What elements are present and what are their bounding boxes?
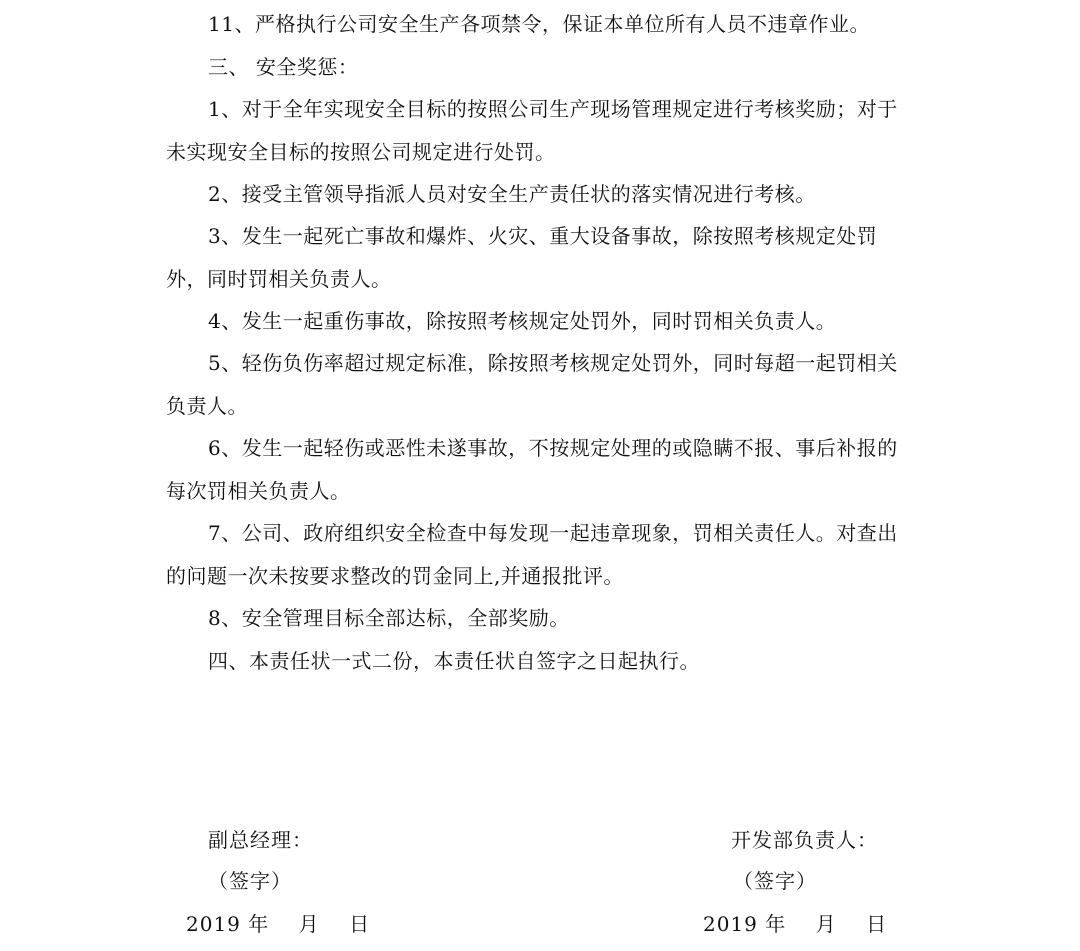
signature-left-sign: （签字） <box>208 869 292 893</box>
paragraph-reward-3: 3、发生一起死亡事故和爆炸、火灾、重大设备事故，除按照考核规定处罚外，同时罚相关负责人。 <box>166 224 878 291</box>
paragraph-section-four: 四、本责任状一式二份，本责任状自签字之日起执行。 <box>208 649 700 673</box>
signature-right-title: 开发部负责人： <box>731 828 878 852</box>
signature-right-sign: （签字） <box>733 869 817 893</box>
paragraph-reward-2: 2、接受主管领导指派人员对安全生产责任状的落实情况进行考核。 <box>208 182 816 206</box>
paragraph-reward-7: 7、公司、政府组织安全检查中每发现一起违章现象，罚相关责任人。对查出的问题一次未按要求整改的罚金同上,并通报批评。 <box>166 521 898 588</box>
paragraph-reward-1: 1、对于全年实现安全目标的按照公司生产现场管理规定进行考核奖励；对于未实现安全目标的按照公司规定进行处罚。 <box>166 97 898 164</box>
signature-left-title: 副总经理： <box>208 828 313 852</box>
signature-right-date: 2019 年 月 日 <box>703 912 888 936</box>
paragraph-reward-8: 8、安全管理目标全部达标，全部奖励。 <box>208 606 570 630</box>
paragraph-rule-11: 11、严格执行公司安全生产各项禁令，保证本单位所有人员不违章作业。 <box>208 12 870 36</box>
paragraph-reward-5: 5、轻伤负伤率超过规定标准，除按照考核规定处罚外，同时每超一起罚相关负责人。 <box>166 351 898 418</box>
paragraph-reward-6: 6、发生一起轻伤或恶性未遂事故，不按规定处理的或隐瞒不报、事后补报的每次罚相关负责人。 <box>166 436 898 503</box>
signature-left-date: 2019 年 月 日 <box>186 912 371 936</box>
section-heading-rewards-penalties: 三、 安全奖惩： <box>208 55 359 79</box>
paragraph-reward-4: 4、发生一起重伤事故，除按照考核规定处罚外，同时罚相关负责人。 <box>208 309 837 333</box>
